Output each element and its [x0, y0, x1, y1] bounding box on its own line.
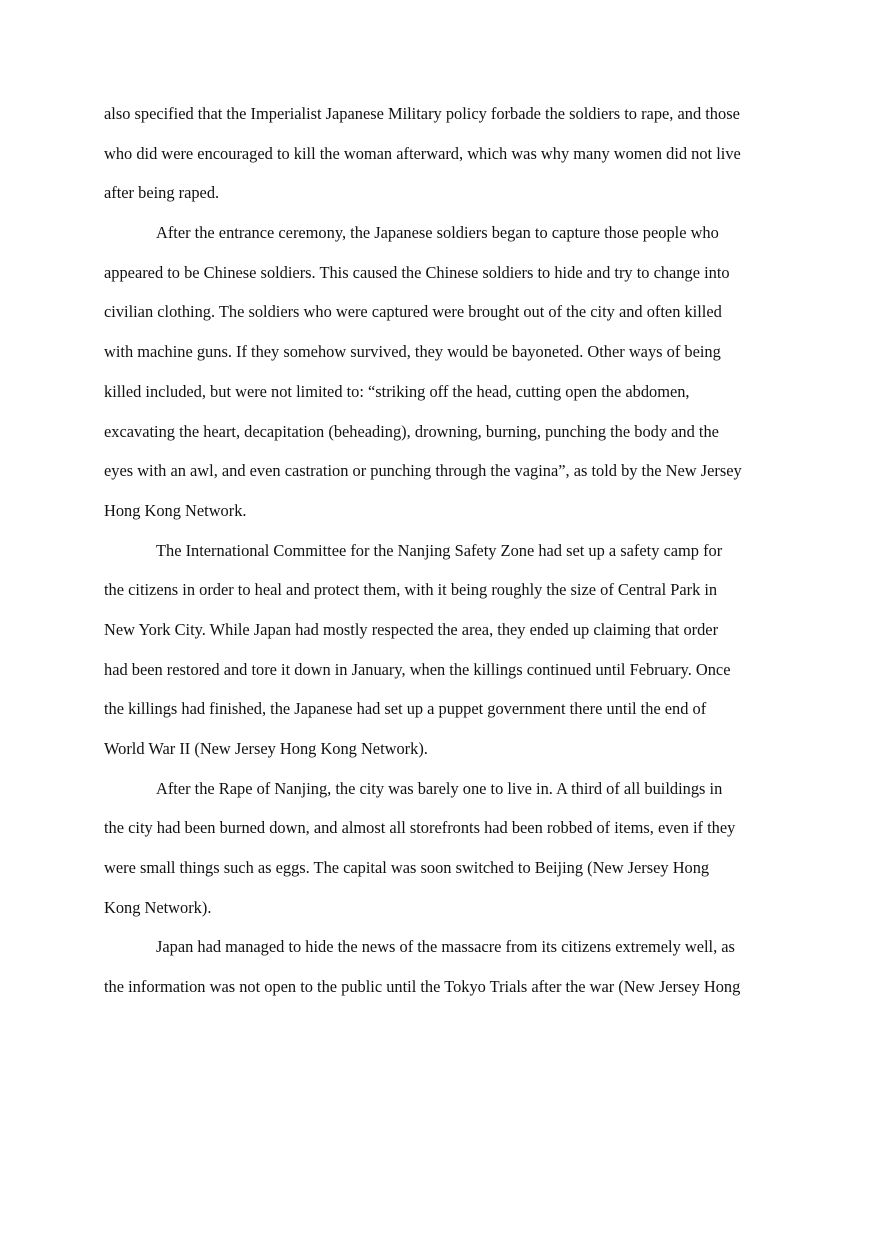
text-line: The International Committee for the Nanjing Safety Zone had set up a safety camp for	[156, 540, 723, 560]
paragraph	[104, 927, 784, 1006]
document-page	[104, 94, 784, 1007]
text-line: New York City. While Japan had mostly respected the area, they ended up claiming that order	[104, 619, 719, 639]
text-line: Kong Network).	[104, 897, 212, 917]
text-line: After the Rape of Nanjing, the city was barely one to live in. A third of all buildings in	[156, 778, 723, 798]
text-line: the city had been burned down, and almost all storefronts had been robbed of items, even if they	[104, 818, 736, 838]
text-line: After the entrance ceremony, the Japanese soldiers began to capture those people who	[156, 223, 719, 243]
text-line: excavating the heart, decapitation (beheading), drowning, burning, punching the body and the	[104, 421, 719, 441]
text-line: killed included, but were not limited to: “striking off the head, cutting open the abdomen,	[104, 381, 690, 401]
text-line: the information was not open to the public until the Tokyo Trials after the war (New Jersey Hong	[104, 977, 741, 997]
text-line: appeared to be Chinese soldiers. This caused the Chinese soldiers to hide and try to change into	[104, 262, 730, 282]
text-line: after being raped.	[104, 183, 220, 203]
text-line: eyes with an awl, and even castration or punching through the vagina”, as told by the New Jersey	[104, 461, 742, 481]
text-line: with machine guns. If they somehow survived, they would be bayoneted. Other ways of being	[104, 342, 721, 362]
paragraph	[104, 213, 784, 531]
text-line: civilian clothing. The soldiers who were captured were brought out of the city and often killed	[104, 302, 722, 322]
text-line: the killings had finished, the Japanese had set up a puppet government there until the end of	[104, 699, 707, 719]
text-line: also specified that the Imperialist Japanese Military policy forbade the soldiers to rape, and those	[104, 104, 740, 123]
text-line: who did were encouraged to kill the woman afterward, which was why many women did not live	[104, 143, 741, 163]
paragraph	[104, 769, 784, 928]
text-line: were small things such as eggs. The capital was soon switched to Beijing (New Jersey Hong	[104, 858, 710, 878]
paragraph	[104, 531, 784, 769]
text-line: had been restored and tore it down in January, when the killings continued until February. Once	[104, 659, 731, 679]
text-line: World War II (New Jersey Hong Kong Network).	[104, 739, 428, 758]
text-line: the citizens in order to heal and protect them, with it being roughly the size of Central Park in	[104, 580, 718, 600]
text-line: Hong Kong Network.	[104, 500, 247, 520]
text-line: Japan had managed to hide the news of the massacre from its citizens extremely well, as	[156, 937, 735, 957]
paragraph	[104, 94, 784, 213]
